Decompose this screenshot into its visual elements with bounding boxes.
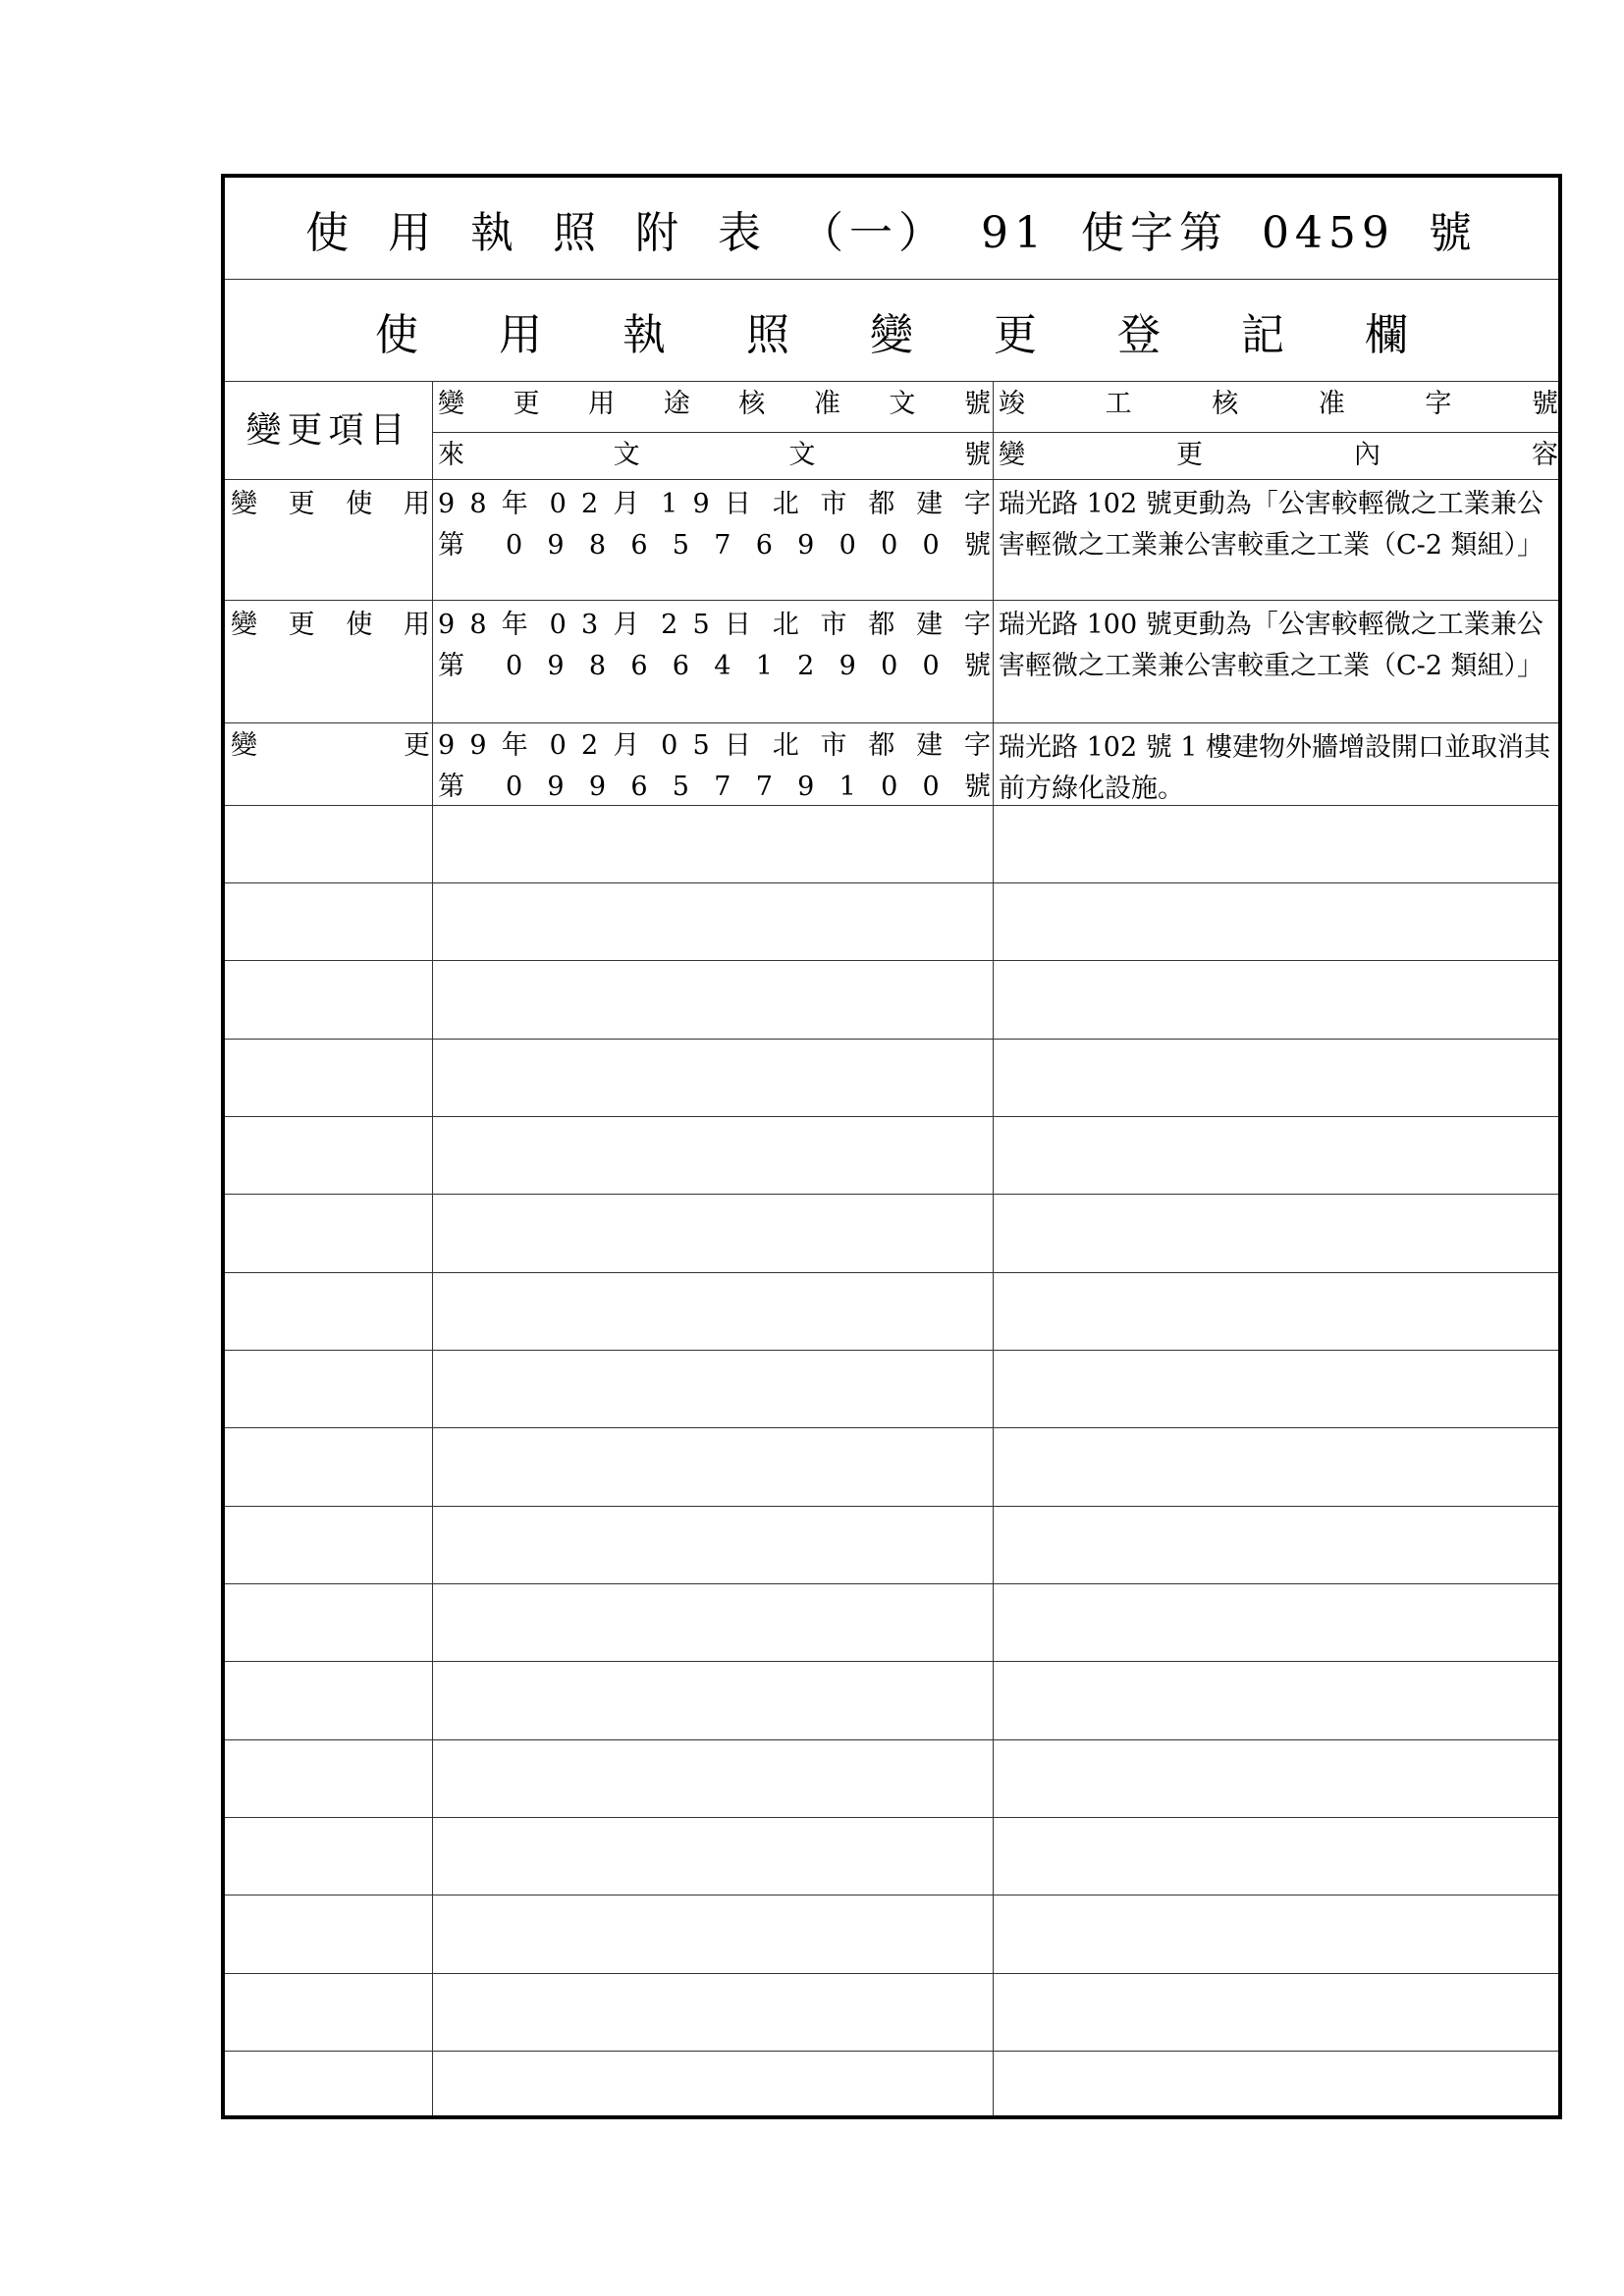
entry-item: 變 更 使 用 [231, 489, 430, 519]
entry-doc-line2: 第 0 9 9 6 5 7 7 9 1 0 0 號 [438, 772, 991, 802]
empty-row [225, 1428, 1558, 1507]
form-subtitle: 使用執照變更登記欄 [375, 309, 1489, 360]
entry-item: 變 更 使 用 [231, 610, 430, 640]
empty-row [225, 1195, 1558, 1273]
empty-row [225, 1896, 1558, 1974]
usage-license-form [221, 174, 1562, 2119]
empty-row [225, 1584, 1558, 1662]
empty-row [225, 1273, 1558, 1351]
empty-row [225, 1740, 1558, 1818]
header-change-content: 變 更 內 容 [999, 440, 1558, 470]
empty-row [225, 883, 1558, 961]
entry-item: 變 更 [231, 730, 430, 761]
empty-row [225, 961, 1558, 1040]
entry-doc-line1: 9 8 年 0 3 月 2 5 日 北 市 都 建 字 [438, 610, 991, 640]
header-approval-no: 變 更 用 途 核 准 文 號 [438, 389, 991, 419]
form-subtitle-row [225, 280, 1558, 382]
empty-row [225, 806, 1558, 883]
entry-doc-line2: 第 0 9 8 6 6 4 1 2 9 0 0 號 [438, 651, 991, 681]
header-completion-no: 竣 工 核 准 字 號 [999, 389, 1558, 419]
form-title: 使 用 執 照 附 表 （一） 91 使字第 0459 號 [305, 207, 1478, 258]
form-title-row [225, 178, 1558, 280]
empty-row [225, 1507, 1558, 1584]
entry-doc-line1: 9 9 年 0 2 月 0 5 日 北 市 都 建 字 [438, 730, 991, 761]
header-incoming-no: 來 文 文 號 [438, 440, 991, 470]
empty-row [225, 1040, 1558, 1117]
entry-content: 瑞光路 102 號 1 樓建物外牆增設開口並取消其前方綠化設施。 [999, 732, 1551, 804]
entry-doc-line1: 9 8 年 0 2 月 1 9 日 北 市 都 建 字 [438, 489, 991, 519]
empty-row [225, 1974, 1558, 2052]
entry-content: 瑞光路 100 號更動為「公害較輕微之工業兼公害輕微之工業兼公害較重之工業（C-2 類組）」 [999, 610, 1544, 681]
entry-content: 瑞光路 102 號更動為「公害較輕微之工業兼公害輕微之工業兼公害較重之工業（C-2 類組）」 [999, 489, 1544, 561]
empty-row [225, 1662, 1558, 1740]
empty-row [225, 1117, 1558, 1195]
entry-doc-line2: 第 0 9 8 6 5 7 6 9 0 0 0 號 [438, 530, 991, 561]
header-change-item: 變更項目 [245, 410, 411, 451]
empty-row [225, 1351, 1558, 1428]
header-row [225, 382, 1558, 480]
empty-row [225, 1818, 1558, 1896]
